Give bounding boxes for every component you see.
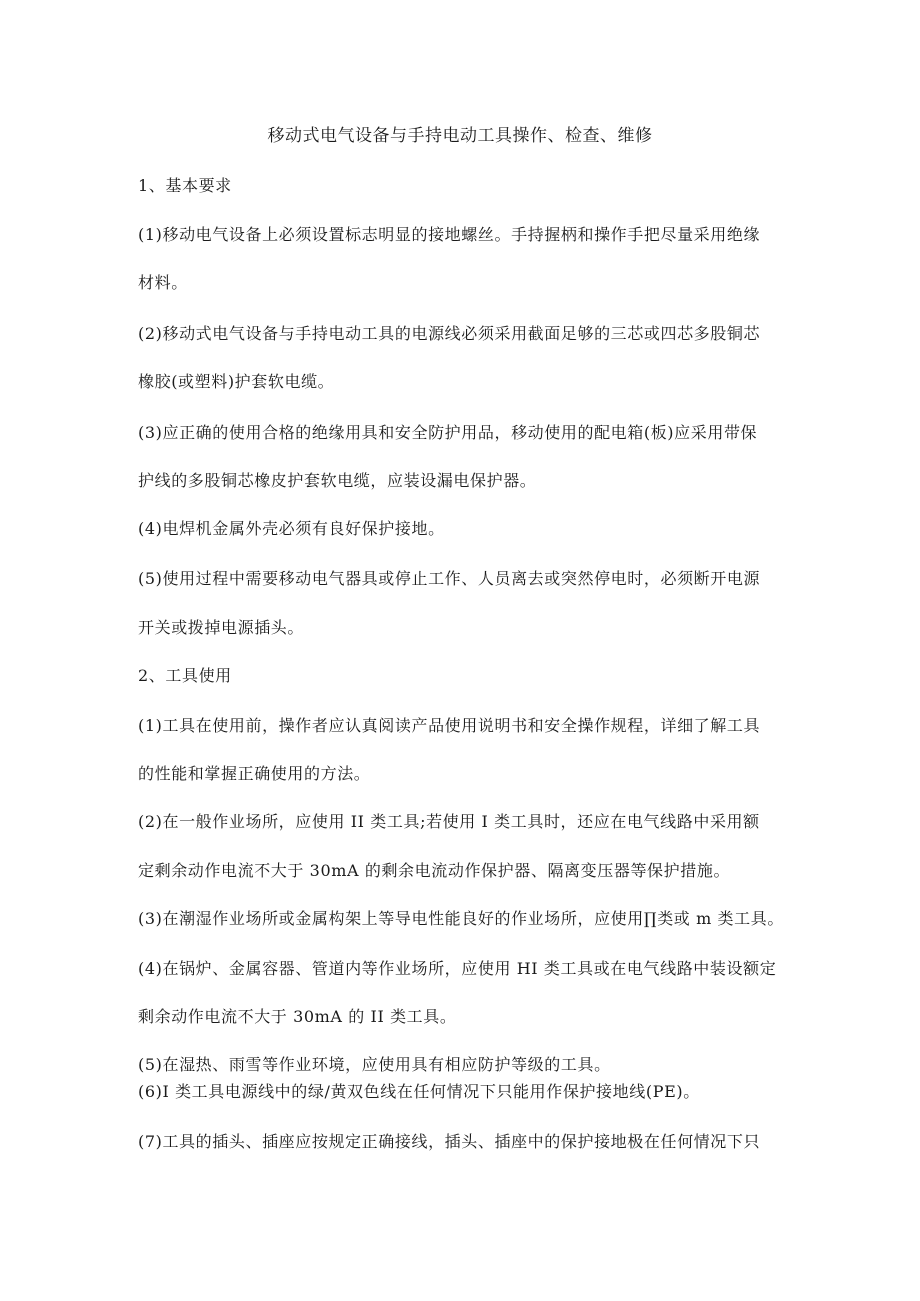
paragraph-2-7-line-1: (7)工具的插头、插座应按规定正确接线，插头、插座中的保护接地极在任何情况下只 (138, 1132, 761, 1151)
paragraph-1-4-line-1: (4)电焊机金属外壳必须有良好保护接地。 (138, 519, 445, 538)
section-heading-tool-usage: 2、工具使用 (138, 666, 232, 685)
paragraph-2-1-line-2: 的性能和掌握正确使用的方法。 (138, 764, 371, 783)
paragraph-1-3-line-2: 护线的多股铜芯橡皮护套软电缆，应装设漏电保护器。 (138, 471, 537, 490)
paragraph-2-4-line-1: (4)在锅炉、金属容器、管道内等作业场所，应使用 HI 类工具或在电气线路中装设额定 (138, 959, 777, 978)
document-title: 移动式电气设备与手持电动工具操作、检查、维修 (267, 126, 653, 146)
paragraph-1-5-line-1: (5)使用过程中需要移动电气器具或停止工作、人员离去或突然停电时，必须断开电源 (138, 569, 761, 588)
paragraph-2-4-line-2: 剩余动作电流不大于 30mA 的 II 类工具。 (138, 1007, 457, 1026)
paragraph-2-6-line-1: (6)I 类工具电源线中的绿/黄双色线在任何情况下只能用作保护接地线(PE)。 (138, 1082, 700, 1101)
paragraph-2-2-line-2: 定剩余动作电流不大于 30mA 的剩余电流动作保护器、隔离变压器等保护措施。 (138, 861, 731, 880)
paragraph-1-1-line-1: (1)移动电气设备上必须设置标志明显的接地螺丝。手持握柄和操作手把尽量采用绝缘 (138, 225, 761, 244)
paragraph-1-3-line-1: (3)应正确的使用合格的绝缘用具和安全防护用品，移动使用的配电箱(板)应采用带保 (138, 423, 758, 442)
paragraph-1-1-line-2: 材料。 (138, 273, 188, 292)
paragraph-1-2-line-1: (2)移动式电气设备与手持电动工具的电源线必须采用截面足够的三芯或四芯多股铜芯 (138, 324, 761, 343)
paragraph-2-5-line-1: (5)在湿热、雨雪等作业环境，应使用具有相应防护等级的工具。 (138, 1055, 611, 1074)
paragraph-2-1-line-1: (1)工具在使用前，操作者应认真阅读产品使用说明书和安全操作规程，详细了解工具 (138, 716, 761, 735)
paragraph-1-2-line-2: 橡胶(或塑料)护套软电缆。 (138, 372, 335, 391)
paragraph-1-5-line-2: 开关或拨掉电源插头。 (138, 618, 305, 637)
paragraph-2-3-line-1: (3)在潮湿作业场所或金属构架上等导电性能良好的作业场所，应使用∏类或 m 类工具。 (138, 909, 784, 928)
section-heading-basic-requirements: 1、基本要求 (138, 176, 232, 195)
paragraph-2-2-line-1: (2)在一般作业场所，应使用 II 类工具;若使用 I 类工具时，还应在电气线路中采用额 (138, 812, 760, 831)
